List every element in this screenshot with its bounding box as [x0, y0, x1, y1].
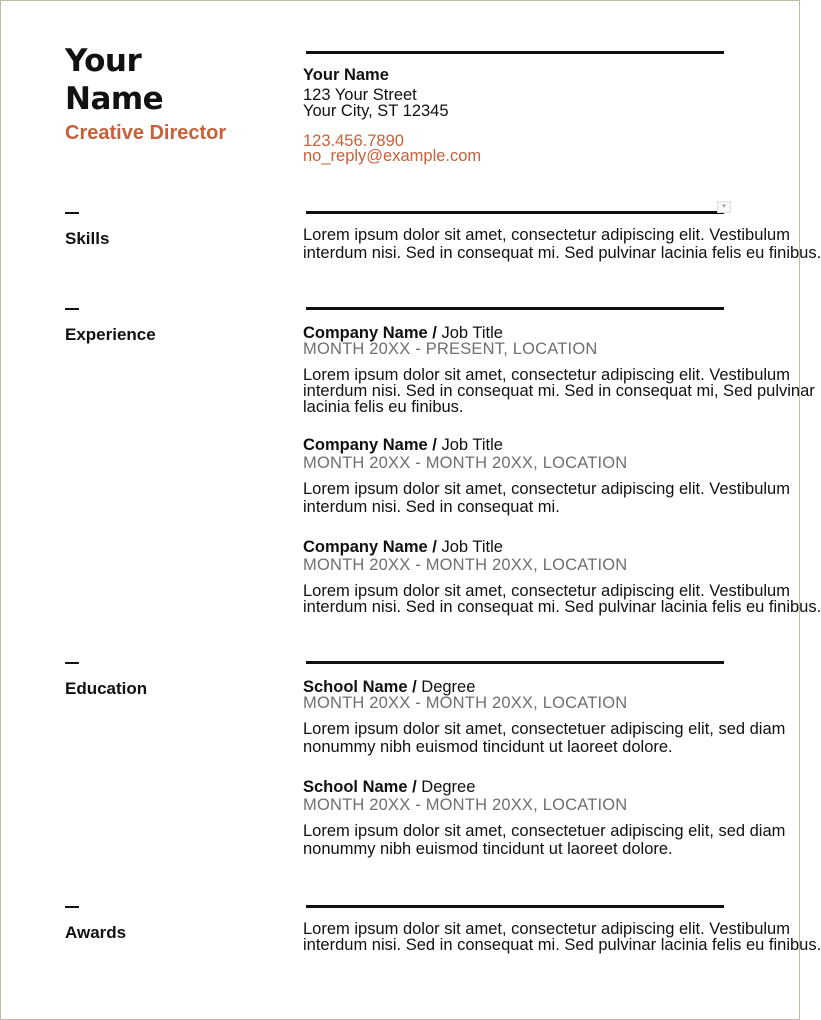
experience-entry-3-dates: MONTH 20XX - MONTH 20XX, LOCATION — [303, 556, 628, 574]
job-title: Job Title — [441, 324, 503, 342]
company-name: Company Name / — [303, 436, 442, 454]
company-name: Company Name / — [303, 538, 442, 556]
contact-city: Your City, ST 12345 — [303, 102, 449, 120]
section-rule — [306, 905, 724, 908]
skills-line-2: interdum nisi. Sed in consequat mi. Sed pulvinar lacinia felis eu finibus. — [303, 244, 821, 262]
skills-line-1: Lorem ipsum dolor sit amet, consectetur adipiscing elit. Vestibulum — [303, 226, 790, 244]
experience-entry-3-line-2: interdum nisi. Sed in consequat mi. Sed pulvinar lacinia felis eu finibus. — [303, 598, 821, 616]
experience-entry-2-line-2: interdum nisi. Sed in consequat mi. — [303, 498, 560, 516]
education-title: Education — [65, 679, 148, 698]
skills-title: Skills — [65, 229, 110, 248]
section-rule — [306, 307, 724, 310]
job-title: Job Title — [441, 538, 503, 556]
contact-street: 123 Your Street — [303, 86, 417, 104]
education-entry-2-line-2: nonummy nibh euismod tincidunt ut laoreet dolore. — [303, 840, 673, 858]
education-entry-2-line-1: Lorem ipsum dolor sit amet, consectetuer adipiscing elit, sed diam — [303, 822, 786, 840]
section-dash — [65, 906, 79, 908]
experience-entry-3-line-1: Lorem ipsum dolor sit amet, consectetur adipiscing elit. Vestibulum — [303, 582, 790, 600]
experience-entry-3-heading — [303, 539, 736, 556]
experience-entry-1-dates: MONTH 20XX - PRESENT, LOCATION — [303, 340, 598, 358]
name-second-line: Name — [65, 81, 164, 117]
experience-title: Experience — [65, 325, 156, 344]
section-dash — [65, 662, 79, 664]
chevron-down-icon[interactable]: ▾ — [717, 201, 731, 213]
experience-entry-1-line-1: Lorem ipsum dolor sit amet, consectetur adipiscing elit. Vestibulum — [303, 366, 790, 384]
experience-entry-1-line-2: interdum nisi. Sed in consequat mi. Sed in consequat mi, Sed pulvinar — [303, 382, 815, 400]
awards-title: Awards — [65, 923, 127, 942]
degree: Degree — [421, 678, 476, 696]
job-title: Job Title — [441, 436, 503, 454]
company-name: Company Name / — [303, 324, 442, 342]
experience-entry-2-heading — [303, 437, 736, 454]
section-dash — [65, 308, 79, 310]
education-entry-2-heading — [303, 779, 736, 796]
school-name: School Name / — [303, 678, 422, 696]
section-rule — [306, 211, 724, 214]
section-rule — [306, 661, 724, 664]
job-role: Creative Director — [65, 122, 227, 144]
experience-entry-1-line-3: lacinia felis eu finibus. — [303, 398, 464, 416]
section-dash — [65, 212, 79, 214]
education-entry-2-dates: MONTH 20XX - MONTH 20XX, LOCATION — [303, 796, 628, 814]
school-name: School Name / — [303, 778, 422, 796]
education-entry-1-line-2: nonummy nibh euismod tincidunt ut laoreet dolore. — [303, 738, 673, 756]
education-entry-1-dates: MONTH 20XX - MONTH 20XX, LOCATION — [303, 694, 628, 712]
degree: Degree — [421, 778, 476, 796]
experience-entry-2-line-1: Lorem ipsum dolor sit amet, consectetur adipiscing elit. Vestibulum — [303, 480, 790, 498]
awards-line-2: interdum nisi. Sed in consequat mi. Sed pulvinar lacinia felis eu finibus. — [303, 936, 821, 954]
contact-name: Your Name — [303, 66, 389, 84]
section-rule — [306, 51, 724, 54]
contact-email[interactable]: no_reply@example.com — [303, 147, 482, 165]
awards-line-1: Lorem ipsum dolor sit amet, consectetur adipiscing elit. Vestibulum — [303, 920, 790, 938]
name-first-line: Your — [65, 43, 142, 79]
education-entry-1-line-1: Lorem ipsum dolor sit amet, consectetuer adipiscing elit, sed diam — [303, 720, 786, 738]
experience-entry-2-dates: MONTH 20XX - MONTH 20XX, LOCATION — [303, 454, 628, 472]
contact-phone[interactable]: 123.456.7890 — [303, 132, 404, 150]
